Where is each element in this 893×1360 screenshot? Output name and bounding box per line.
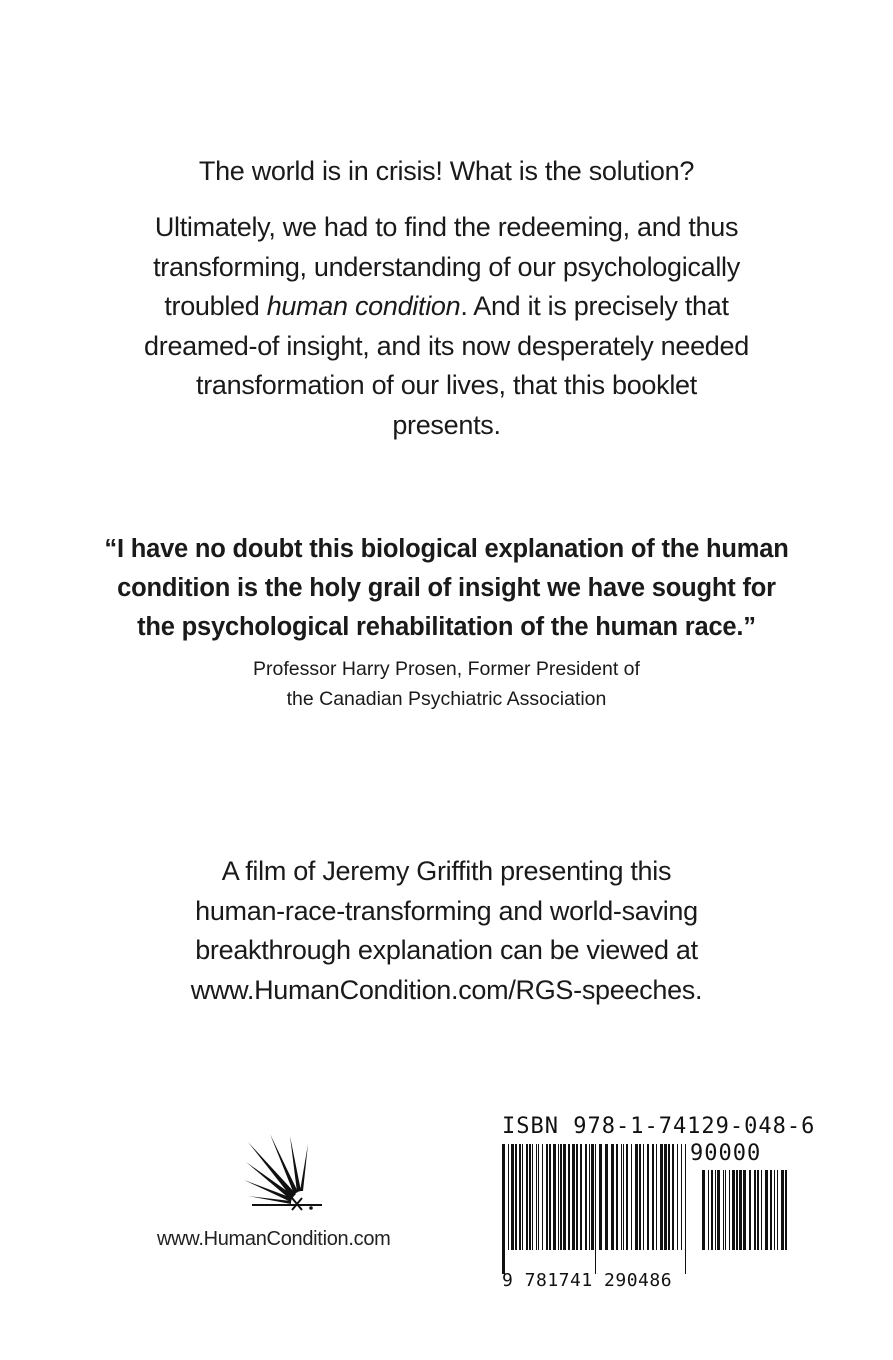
film-line-4: www.HumanCondition.com/RGS-speeches. — [190, 974, 703, 1005]
barcode-bar — [558, 1144, 559, 1250]
barcode-bar — [515, 1144, 517, 1250]
barcode-bar — [576, 1144, 578, 1250]
barcode-bar — [621, 1144, 622, 1250]
barcode-bar — [757, 1170, 759, 1250]
intro-part-1: Ultimately, we had to find the redeeming, and thus transforming, understanding of our psychologically troubled — [153, 212, 740, 321]
barcode-main-bars — [502, 1144, 686, 1274]
barcode-bar — [599, 1144, 602, 1250]
barcode-bar — [717, 1170, 720, 1250]
barcode-bar — [660, 1144, 663, 1250]
barcode-bar — [568, 1144, 570, 1250]
barcode-bar — [563, 1144, 566, 1250]
barcode-bar — [502, 1144, 505, 1274]
tagline: The world is in crisis! What is the solution? — [198, 156, 695, 186]
barcode-bar — [532, 1144, 533, 1250]
barcode-bar — [708, 1170, 709, 1250]
barcode-bar — [560, 1144, 562, 1250]
barcode-bar — [715, 1170, 716, 1250]
barcode-bar — [526, 1144, 528, 1250]
barcode-bar — [664, 1144, 667, 1250]
barcode-bar — [732, 1170, 735, 1250]
barcode-bar — [611, 1144, 614, 1250]
barcode-bar — [605, 1144, 608, 1250]
barcode-bar — [580, 1144, 582, 1250]
barcode-bar — [538, 1144, 539, 1250]
film-line-3: breakthrough explanation can be viewed at — [195, 935, 698, 965]
barcode-bar — [754, 1170, 756, 1250]
barcode-addon-bars — [702, 1170, 790, 1274]
barcode-bar — [743, 1170, 746, 1250]
film-paragraph — [190, 852, 703, 1010]
barcode-bar — [711, 1170, 713, 1250]
intro-emphasis: human condition — [266, 291, 461, 321]
barcode-bar — [681, 1144, 682, 1250]
barcode-bar — [522, 1144, 523, 1250]
barcode-bar — [631, 1144, 632, 1250]
barcode-bar — [508, 1144, 509, 1250]
intro-paragraph — [140, 208, 753, 445]
barcode-bar — [546, 1144, 548, 1250]
barcode-bar — [595, 1144, 596, 1274]
barcode-bar — [652, 1144, 654, 1250]
barcode-bar — [572, 1144, 575, 1250]
barcode-bar — [519, 1144, 521, 1250]
barcode-bar — [777, 1170, 778, 1250]
barcode-bar — [781, 1170, 784, 1250]
barcode-bar — [635, 1144, 638, 1250]
barcode-bar — [785, 1170, 787, 1250]
barcode-bar — [725, 1170, 726, 1250]
barcode-bar — [529, 1144, 531, 1250]
barcode-bar — [761, 1170, 762, 1250]
barcode-bar — [685, 1144, 686, 1274]
attribution-line-2: the Canadian Psychiatric Association — [286, 688, 607, 710]
barcode-bar — [553, 1144, 556, 1250]
barcode-bar — [542, 1144, 543, 1250]
barcode-bar — [770, 1170, 772, 1250]
barcode-bar — [668, 1144, 670, 1250]
barcode-bar — [765, 1170, 768, 1250]
barcode-bar — [639, 1144, 641, 1250]
barcode-bar — [729, 1170, 730, 1250]
isbn-barcode — [496, 1114, 816, 1296]
barcode-bar — [677, 1144, 678, 1250]
barcode-bar — [591, 1144, 594, 1250]
barcode-bar — [672, 1144, 674, 1250]
barcode-bar — [749, 1170, 751, 1250]
price-code: 90000 — [690, 1141, 762, 1166]
barcode-bar — [656, 1144, 657, 1250]
barcode-bar — [589, 1144, 590, 1250]
quote-attribution — [0, 654, 893, 714]
barcode-bar — [739, 1170, 742, 1250]
isbn-number: ISBN 978-1-74129-048-6 — [502, 1114, 816, 1139]
endorsement-quote: “I have no doubt this biological explanation of the human condition is the holy grail of insight we have sought for the psychological rehabilitation of the human race.” — [104, 535, 789, 641]
barcode-bar — [702, 1170, 705, 1250]
barcode-bar — [511, 1144, 514, 1250]
barcode-bar — [626, 1144, 628, 1250]
barcode-bar — [774, 1170, 775, 1250]
intro-part-2: . And it is precisely that dreamed-of insight, and its now desperately needed transformation of our lives, that this booklet presents. — [144, 291, 749, 440]
barcode-bar — [616, 1144, 618, 1250]
barcode-digits: 9 781741 290486 — [502, 1270, 673, 1291]
rising-sun-icon — [244, 1134, 324, 1214]
barcode-bar — [623, 1144, 624, 1250]
film-line-1: A film of Jeremy Griffith presenting this — [221, 856, 672, 886]
barcode-bar — [643, 1144, 644, 1250]
barcode-bar — [536, 1144, 537, 1250]
film-line-2: human-race-transforming and world-saving — [195, 895, 698, 926]
attribution-line-1: Professor Harry Prosen, Former President of — [253, 658, 640, 680]
barcode-bar — [647, 1144, 649, 1250]
barcode-bar — [549, 1144, 551, 1250]
website-url: www.HumanCondition.com — [157, 1228, 391, 1250]
barcode-bar — [585, 1144, 587, 1250]
barcode-bar — [736, 1170, 738, 1250]
barcode-bar — [723, 1170, 724, 1250]
